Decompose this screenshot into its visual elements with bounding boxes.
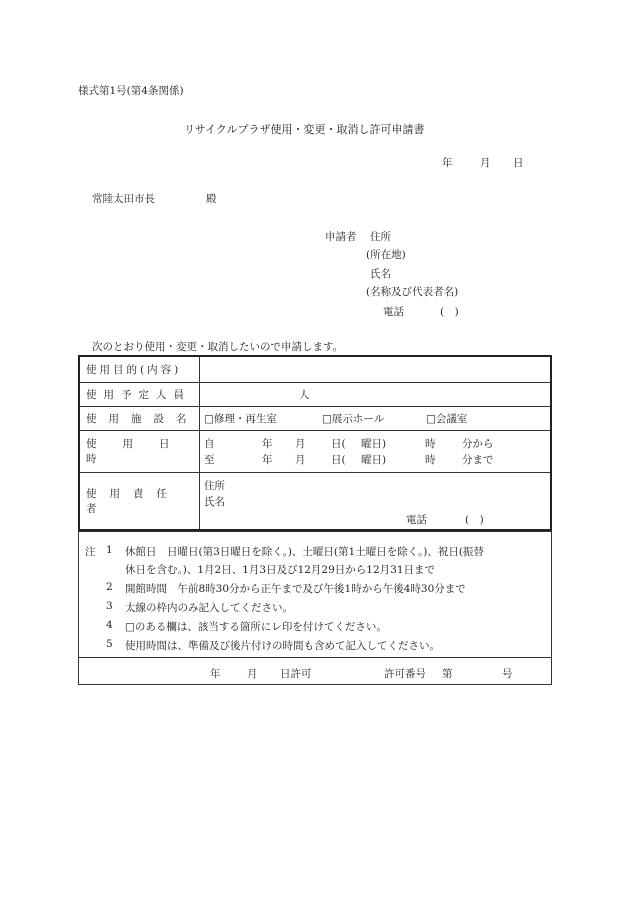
facility-option-exhibition[interactable]: □展示ホール	[322, 413, 385, 425]
facility-label: 使用施設名	[80, 406, 200, 430]
note-text: □のある欄は、該当する箇所にレ印を付けてください。	[125, 621, 387, 633]
date-month: 月	[480, 157, 491, 169]
purpose-label: 使用目的(内容)	[80, 357, 200, 382]
from-year: 年	[262, 438, 273, 450]
from-weekday: 曜日)	[361, 438, 387, 450]
people-unit: 人	[299, 389, 310, 401]
honorific: 殿	[206, 193, 217, 205]
from-prefix: 自	[204, 438, 215, 450]
permit-no-suffix: 号	[502, 668, 513, 680]
note-num: 3	[106, 600, 113, 612]
note-num: 5	[106, 638, 113, 650]
note-text: 使用時間は、準備及び後片付けの時間も含めて記入してください。	[125, 640, 440, 652]
permit-day: 日許可	[280, 668, 312, 680]
date-year: 年	[442, 157, 453, 169]
date-day: 日	[513, 157, 524, 169]
purpose-row	[80, 357, 550, 383]
to-month: 月	[295, 454, 306, 466]
application-form	[78, 355, 552, 531]
datetime-row	[80, 430, 550, 473]
responsible-address: 住所	[204, 480, 225, 492]
people-label: 使用予定人員	[80, 382, 200, 406]
to-weekday: 曜日)	[361, 454, 387, 466]
to-year: 年	[262, 454, 273, 466]
permit-no-label: 許可番号	[384, 668, 426, 680]
to-hour: 時	[425, 454, 436, 466]
applicant-phone-label: 電話	[383, 306, 404, 318]
note-num: 1	[106, 544, 113, 556]
responsible-phone-paren: ( )	[465, 514, 484, 526]
responsible-label: 使用責任者	[80, 472, 200, 529]
facility-row	[80, 406, 550, 431]
note-text: 開館時間 午前8時30分から正午まで及び午後1時から午後4時30分まで	[125, 583, 466, 595]
applicant-name-label: 氏名	[370, 268, 391, 280]
applicant-label: 申請者	[325, 231, 357, 243]
responsible-phone: 電話	[406, 514, 427, 526]
facility-option-repair[interactable]: □修理・再生室	[204, 413, 277, 425]
from-hour: 時	[425, 438, 436, 450]
form-number: 様式第1号(第4条関係)	[78, 85, 184, 97]
applicant-address-label: 住所	[370, 231, 391, 243]
permit-no-prefix: 第	[442, 668, 453, 680]
applicant-address-alt: (所在地)	[366, 249, 406, 261]
notes-label: 注	[85, 546, 96, 558]
permit-month: 月	[247, 668, 258, 680]
form-title: リサイクルプラザ使用・変更・取消し許可申請書	[184, 123, 425, 136]
notes-box	[78, 531, 552, 685]
note-num: 2	[106, 581, 113, 593]
people-row	[80, 382, 550, 407]
to-prefix: 至	[204, 454, 215, 466]
intro-text: 次のとおり使用・変更・取消したいので申請します。	[92, 341, 344, 353]
note-text: 太線の枠内のみ記入してください。	[125, 602, 293, 614]
permit-divider	[79, 657, 551, 658]
to-day: 日(	[331, 454, 346, 466]
facility-option-meeting[interactable]: □会議室	[426, 413, 468, 425]
note-text: 休日を含む。)、1月2日、1月3日及び12月29日から12月31日まで	[125, 564, 436, 576]
responsible-name: 氏名	[204, 496, 225, 508]
note-text: 休館日 日曜日(第3日曜日を除く。)、土曜日(第1土曜日を除く。)、祝日(振替	[125, 546, 484, 558]
applicant-phone-paren: ( )	[440, 306, 459, 318]
responsible-row	[80, 472, 550, 529]
from-month: 月	[295, 438, 306, 450]
permit-year: 年	[210, 668, 221, 680]
datetime-label: 使用日時	[80, 430, 200, 472]
from-day: 日(	[331, 438, 346, 450]
from-minute: 分から	[462, 438, 494, 450]
applicant-name-alt: (名称及び代表者名)	[366, 286, 459, 298]
addressee: 常陸太田市長	[92, 193, 155, 205]
note-num: 4	[106, 619, 113, 631]
to-minute: 分まで	[462, 454, 494, 466]
